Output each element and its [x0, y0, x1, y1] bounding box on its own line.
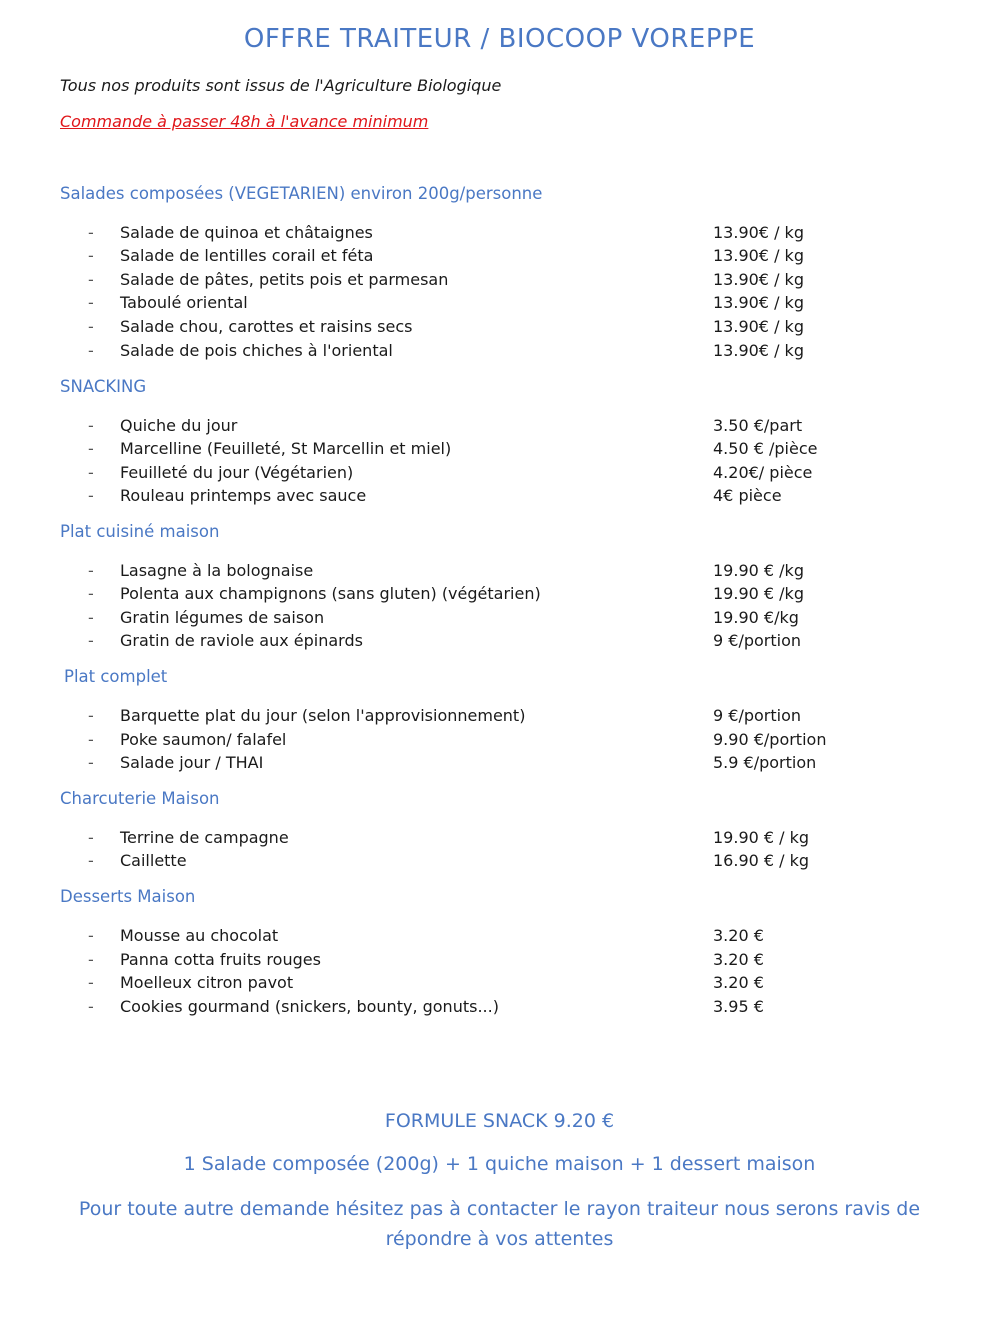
page-title: OFFRE TRAITEUR / BIOCOOP VOREPPE — [243, 24, 756, 54]
item-price: 13.90€ / kg — [713, 246, 804, 265]
menu-item — [0, 293, 999, 315]
item-name: Gratin légumes de saison — [120, 608, 325, 627]
item-price: 13.90€ / kg — [713, 223, 804, 242]
item-name: Caillette — [120, 851, 187, 870]
item-dash: - — [88, 706, 94, 725]
item-name: Terrine de campagne — [120, 828, 289, 847]
section-title-desserts: Desserts Maison — [60, 887, 196, 906]
item-dash: - — [88, 608, 94, 627]
item-dash: - — [88, 246, 94, 265]
menu-item — [0, 416, 999, 438]
item-name: Salade de pâtes, petits pois et parmesan — [120, 270, 449, 289]
item-dash: - — [88, 293, 94, 312]
item-dash: - — [88, 926, 94, 945]
item-dash: - — [88, 631, 94, 650]
item-name: Salade de lentilles corail et féta — [120, 246, 374, 265]
closing-message: Pour toute autre demande hésitez pas à contacter le rayon traiteur nous serons ravis de répondre à vos attentes — [78, 1198, 921, 1250]
item-name: Marcelline (Feuilleté, St Marcellin et miel) — [120, 439, 452, 458]
item-price: 9 €/portion — [713, 631, 802, 650]
intro-text: Tous nos produits sont issus de l'Agriculture Biologique — [60, 76, 502, 95]
menu-item — [0, 926, 999, 948]
item-price: 9.90 €/portion — [713, 730, 827, 749]
menu-item — [0, 997, 999, 1019]
menu-item — [0, 584, 999, 606]
item-price: 3.20 € — [713, 926, 764, 945]
menu-item — [0, 463, 999, 485]
item-name: Feuilleté du jour (Végétarien) — [120, 463, 354, 482]
item-dash: - — [88, 341, 94, 360]
item-dash: - — [88, 584, 94, 603]
item-dash: - — [88, 463, 94, 482]
item-name: Poke saumon/ falafel — [120, 730, 287, 749]
menu-item — [0, 631, 999, 653]
menu-item — [0, 706, 999, 728]
item-name: Moelleux citron pavot — [120, 973, 294, 992]
item-dash: - — [88, 851, 94, 870]
item-price: 13.90€ / kg — [713, 341, 804, 360]
menu-item — [0, 486, 999, 508]
menu-item — [0, 246, 999, 268]
section-title-salades: Salades composées (VEGETARIEN) environ 200g/personne — [60, 184, 543, 203]
item-price: 9 €/portion — [713, 706, 802, 725]
item-price: 4€ pièce — [713, 486, 782, 505]
menu-item — [0, 223, 999, 245]
menu-item — [0, 973, 999, 995]
menu-item — [0, 950, 999, 972]
item-dash: - — [88, 270, 94, 289]
order-notice: Commande à passer 48h à l'avance minimum — [60, 112, 429, 131]
item-dash: - — [88, 439, 94, 458]
item-dash: - — [88, 223, 94, 242]
item-price: 4.50 € /pièce — [713, 439, 818, 458]
item-name: Salade de quinoa et châtaignes — [120, 223, 373, 242]
item-dash: - — [88, 486, 94, 505]
item-name: Gratin de raviole aux épinards — [120, 631, 363, 650]
item-dash: - — [88, 561, 94, 580]
item-name: Quiche du jour — [120, 416, 238, 435]
item-name: Taboulé oriental — [120, 293, 248, 312]
section-title-charcuterie: Charcuterie Maison — [60, 789, 220, 808]
item-price: 13.90€ / kg — [713, 270, 804, 289]
item-name: Salade de pois chiches à l'oriental — [120, 341, 393, 360]
item-name: Barquette plat du jour (selon l'approvisionnement) — [120, 706, 526, 725]
item-price: 19.90 € /kg — [713, 561, 804, 580]
item-name: Panna cotta fruits rouges — [120, 950, 321, 969]
menu-item — [0, 730, 999, 752]
item-name: Rouleau printemps avec sauce — [120, 486, 367, 505]
item-price: 19.90 €/kg — [713, 608, 799, 627]
item-price: 3.50 €/part — [713, 416, 803, 435]
item-price: 13.90€ / kg — [713, 317, 804, 336]
item-price: 3.95 € — [713, 997, 764, 1016]
item-dash: - — [88, 997, 94, 1016]
item-name: Lasagne à la bolognaise — [120, 561, 314, 580]
item-price: 3.20 € — [713, 950, 764, 969]
item-dash: - — [88, 950, 94, 969]
item-dash: - — [88, 730, 94, 749]
item-price: 4.20€/ pièce — [713, 463, 813, 482]
item-price: 5.9 €/portion — [713, 753, 817, 772]
item-price: 19.90 € /kg — [713, 584, 804, 603]
menu-item — [0, 608, 999, 630]
menu-item — [0, 851, 999, 873]
item-price: 19.90 € / kg — [713, 828, 810, 847]
item-name: Salade jour / THAI — [120, 753, 264, 772]
item-name: Salade chou, carottes et raisins secs — [120, 317, 413, 336]
formula-title: FORMULE SNACK 9.20 € — [384, 1110, 615, 1132]
item-dash: - — [88, 416, 94, 435]
section-title-plat-cuisine: Plat cuisiné maison — [60, 522, 220, 541]
item-price: 3.20 € — [713, 973, 764, 992]
item-dash: - — [88, 753, 94, 772]
item-dash: - — [88, 828, 94, 847]
item-price: 13.90€ / kg — [713, 293, 804, 312]
item-dash: - — [88, 973, 94, 992]
menu-item — [0, 341, 999, 363]
menu-item — [0, 561, 999, 583]
section-title-snacking: SNACKING — [60, 377, 147, 396]
item-name: Mousse au chocolat — [120, 926, 279, 945]
item-dash: - — [88, 317, 94, 336]
menu-item — [0, 753, 999, 775]
section-title-plat-complet: Plat complet — [64, 667, 168, 686]
menu-item — [0, 828, 999, 850]
item-price: 16.90 € / kg — [713, 851, 810, 870]
item-name: Cookies gourmand (snickers, bounty, gonuts...) — [120, 997, 499, 1016]
menu-item — [0, 317, 999, 339]
menu-item — [0, 439, 999, 461]
formula-description: 1 Salade composée (200g) + 1 quiche maison + 1 dessert maison — [183, 1153, 816, 1175]
item-name: Polenta aux champignons (sans gluten) (végétarien) — [120, 584, 541, 603]
menu-item — [0, 270, 999, 292]
